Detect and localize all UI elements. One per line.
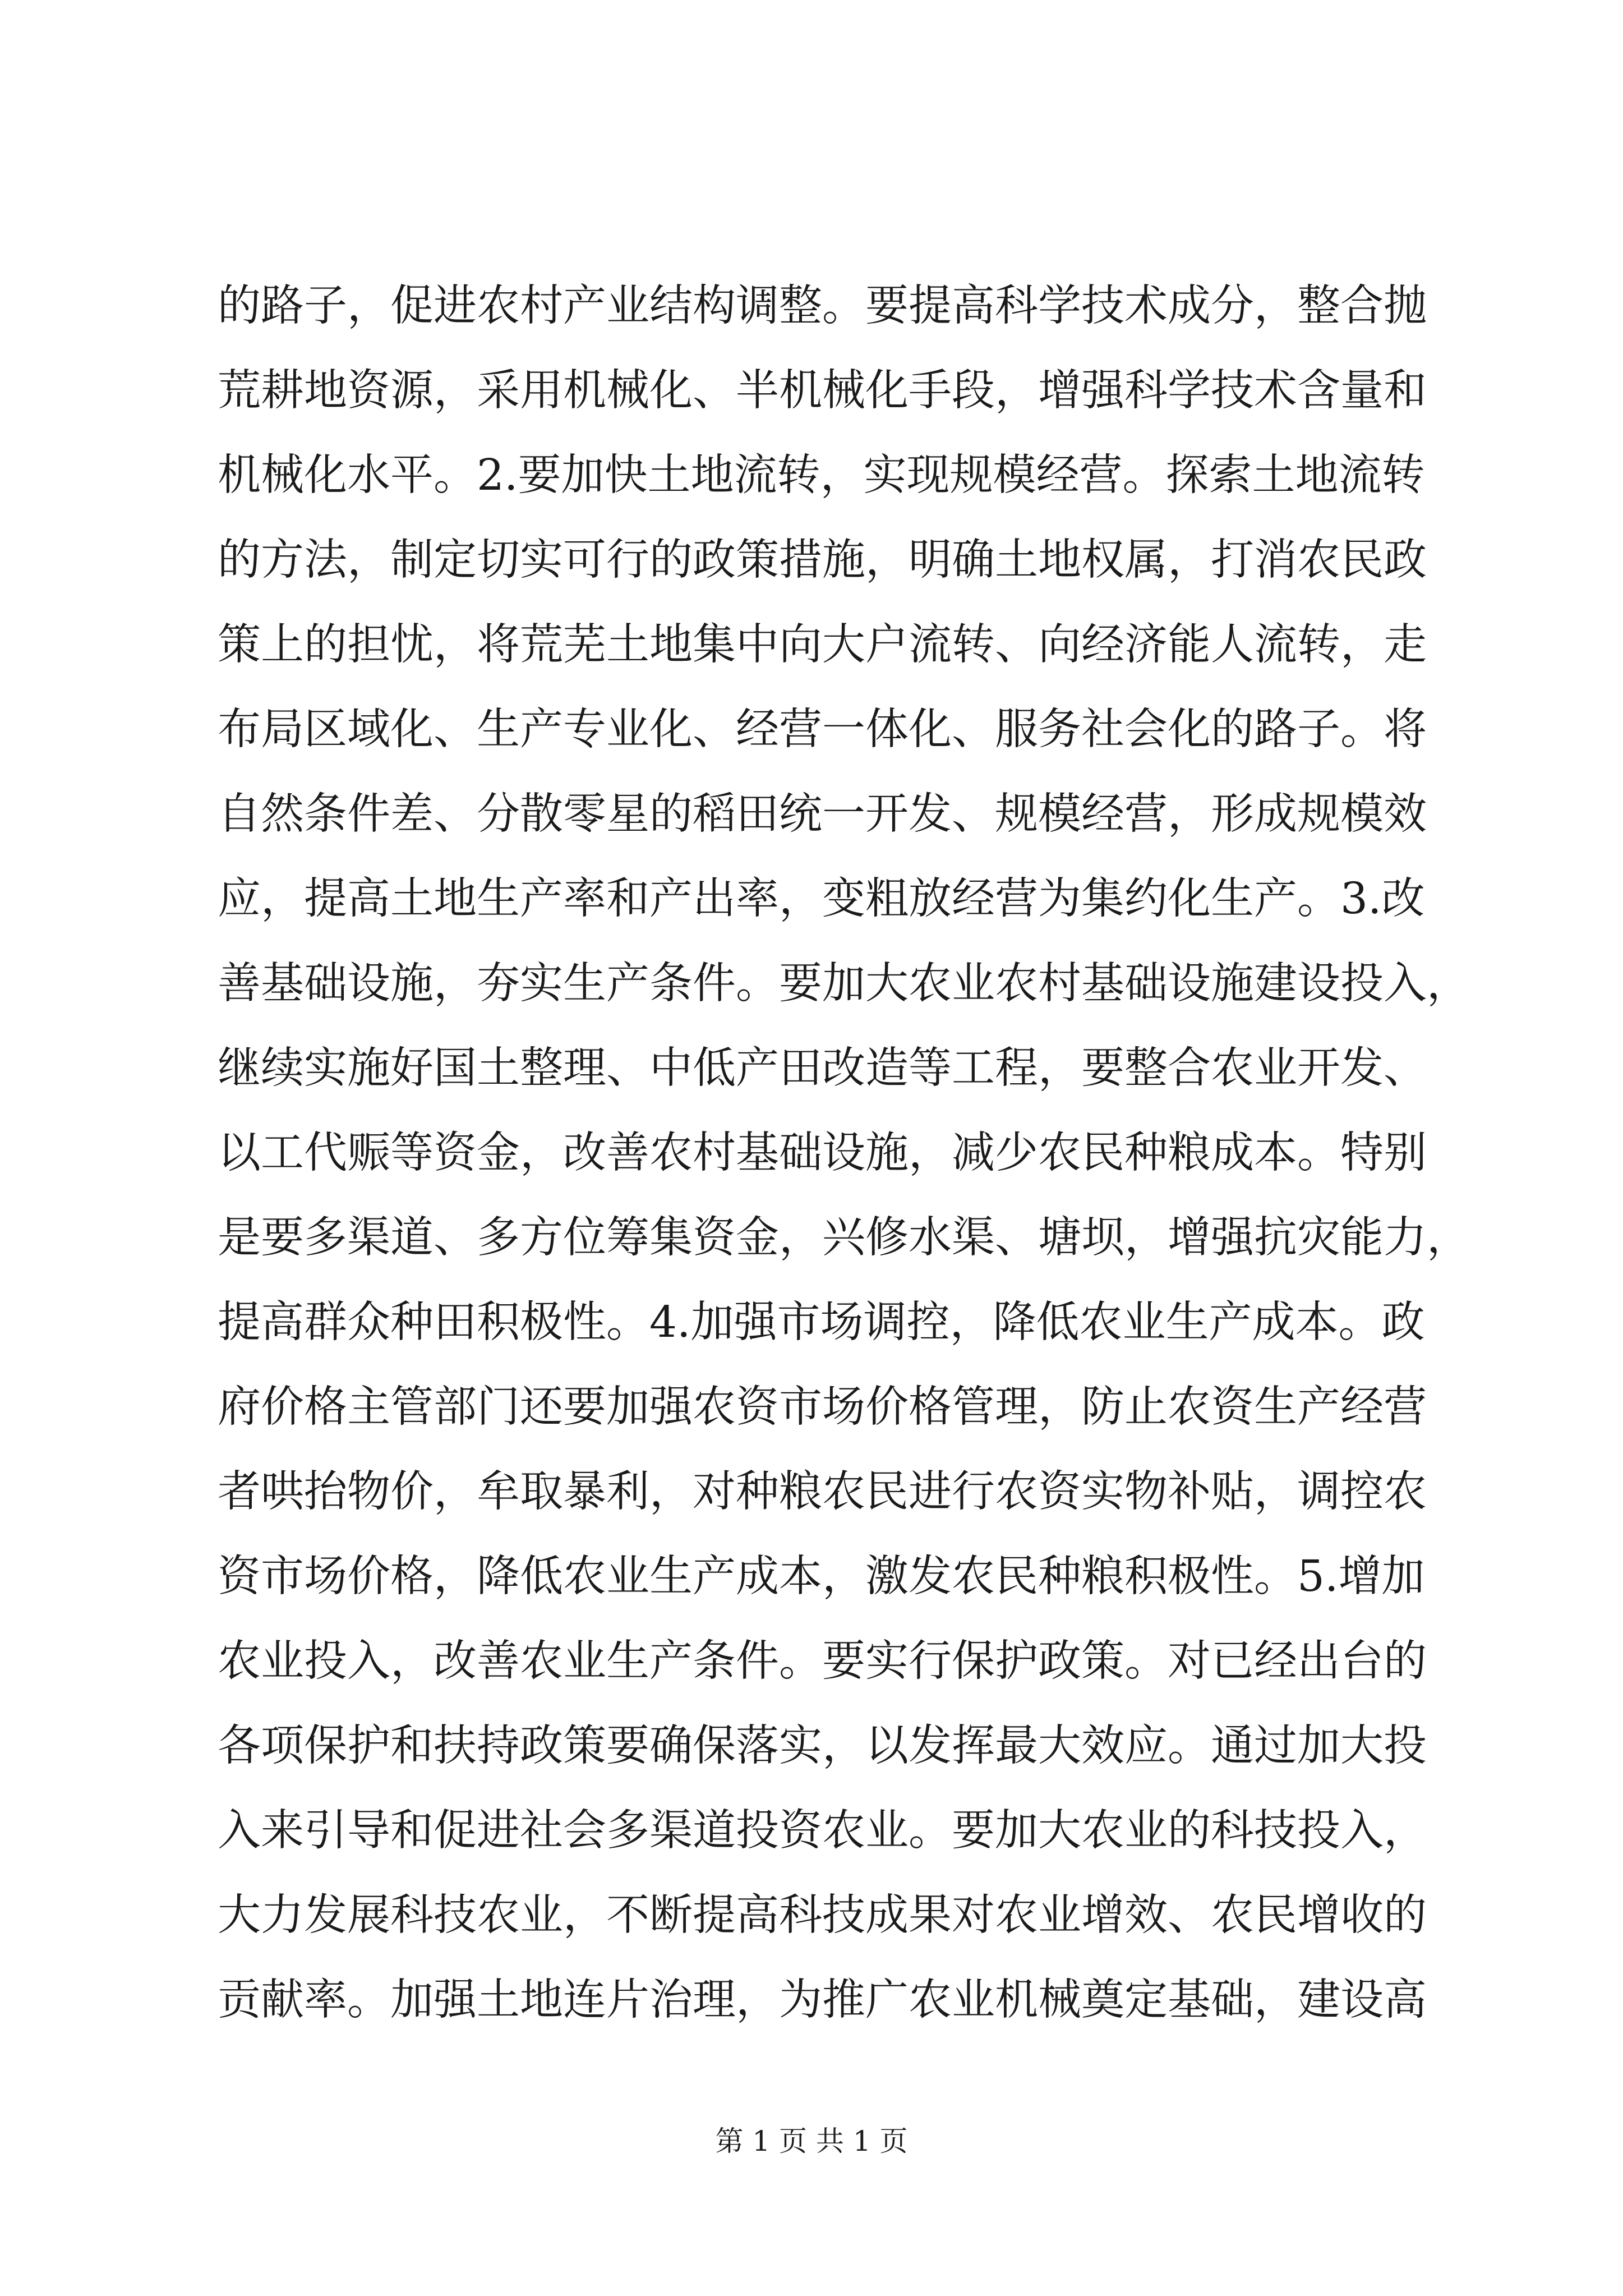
body-line: 荒耕地资源，采用机械化、半机械化手段，增强科学技术含量和 xyxy=(218,366,1427,416)
body-line: 的路子，促进农村产业结构调整。要提高科学技术成分，整合抛 xyxy=(218,281,1427,331)
body-line: 继续实施好国土整理、中低产田改造等工程，要整合农业开发、 xyxy=(218,1043,1427,1093)
body-line: 自然条件差、分散零星的稻田统一开发、规模经营，形成规模效 xyxy=(218,789,1427,839)
body-line: 机械化水平。2.要加快土地流转，实现规模经营。探索土地流转 xyxy=(218,450,1425,500)
body-text xyxy=(218,264,1470,2042)
body-line: 农业投入，改善农业生产条件。要实行保护政策。对已经出台的 xyxy=(218,1636,1427,1686)
body-line: 入来引导和促进社会多渠道投资农业。要加大农业的科技投入， xyxy=(218,1806,1427,1856)
body-line: 各项保护和扶持政策要确保落实，以发挥最大效应。通过加大投 xyxy=(218,1721,1427,1771)
body-line: 贡献率。加强土地连片治理，为推广农业机械奠定基础，建设高 xyxy=(218,1975,1427,2025)
body-line: 者哄抬物价，牟取暴利，对种粮农民进行农资实物补贴，调控农 xyxy=(218,1467,1427,1517)
body-line: 策上的担忧，将荒芜土地集中向大户流转、向经济能人流转，走 xyxy=(218,620,1427,670)
body-line: 以工代赈等资金，改善农村基础设施，减少农民种粮成本。特别 xyxy=(218,1128,1427,1178)
body-line: 资市场价格，降低农业生产成本，激发农民种粮积极性。5.增加 xyxy=(218,1552,1425,1602)
body-line: 应，提高土地生产率和产出率，变粗放经营为集约化生产。3.改 xyxy=(218,874,1425,924)
page-number-label: 第 1 页 共 1 页 xyxy=(715,2125,908,2157)
page-footer xyxy=(0,2122,1623,2161)
body-line: 善基础设施，夯实生产条件。要加大农业农村基础设施建设投入， xyxy=(218,959,1470,1009)
body-line: 府价格主管部门还要加强农资市场价格管理，防止农资生产经营 xyxy=(218,1382,1427,1432)
body-line: 布局区域化、生产专业化、经营一体化、服务社会化的路子。将 xyxy=(218,705,1427,754)
body-line: 的方法，制定切实可行的政策措施，明确土地权属，打消农民政 xyxy=(218,535,1427,585)
body-line: 是要多渠道、多方位筹集资金，兴修水渠、塘坝，增强抗灾能力， xyxy=(218,1213,1470,1263)
body-line: 提高群众种田积极性。4.加强市场调控，降低农业生产成本。政 xyxy=(218,1297,1425,1347)
body-line: 大力发展科技农业，不断提高科技成果对农业增效、农民增收的 xyxy=(218,1890,1427,1940)
